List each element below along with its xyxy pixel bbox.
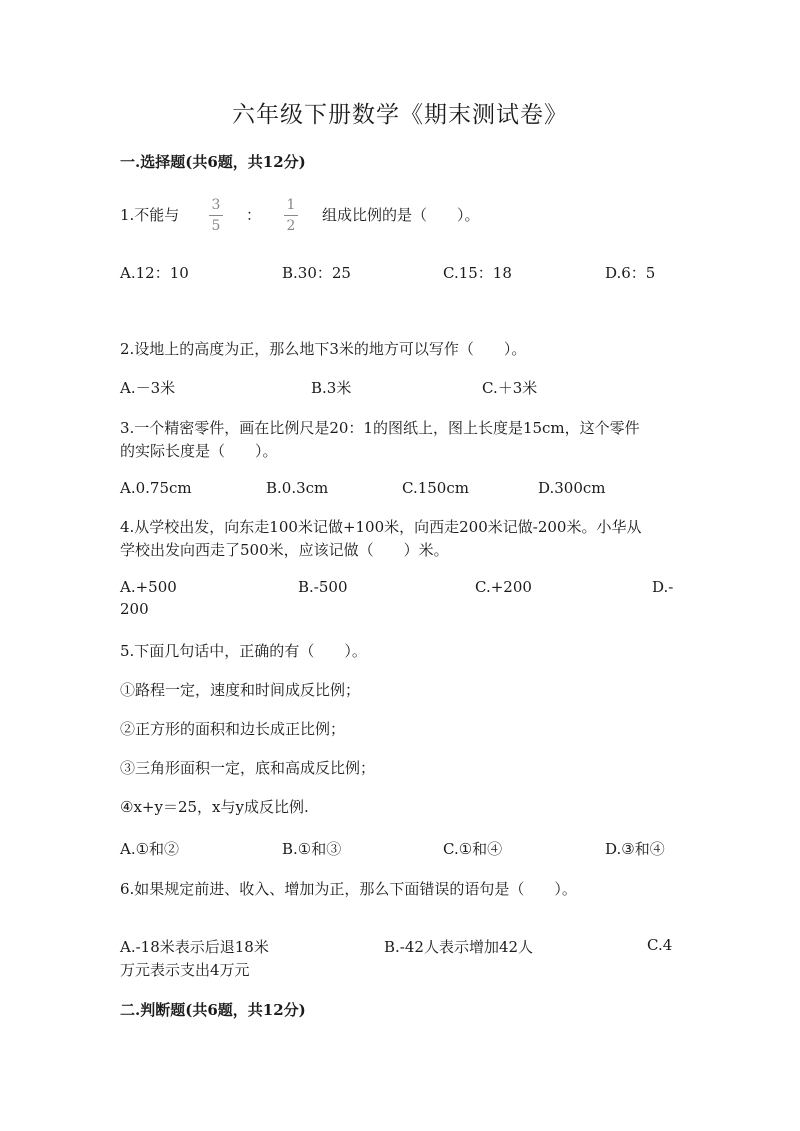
section-heading-choice: 一.选择题(共6题，共12分) — [120, 153, 306, 171]
q2-option-a: A.－3米 — [120, 379, 176, 397]
q3-option-b: B.0.3cm — [266, 479, 329, 497]
q4-option-a: A.+500 — [120, 578, 177, 596]
question-3-line-1: 3.一个精密零件，画在比例尺是20：1的图纸上，图上长度是15cm，这个零件 — [120, 419, 640, 437]
q4-option-d-wrap: 200 — [120, 600, 149, 618]
q3-option-c: C.150cm — [402, 479, 469, 497]
fraction-one-half — [281, 196, 301, 235]
section-heading-judgment: 二.判断题(共6题，共12分) — [120, 1001, 306, 1019]
q4-option-b: B.-500 — [298, 578, 348, 596]
statement-3: ③三角形面积一定，底和高成反比例； — [120, 759, 376, 777]
fraction-bar — [284, 215, 298, 216]
fraction-bar — [209, 215, 223, 216]
question-4-line-1: 4.从学校出发，向东走100米记做+100米，向西走200米记做-200米。小华从 — [120, 518, 642, 536]
q2-option-b: B.3米 — [311, 379, 352, 397]
page-title: 六年级下册数学《期末测试卷》 — [232, 102, 568, 128]
question-3-line-2: 的实际长度是（ ）。 — [120, 442, 278, 460]
q5-option-c: C.①和④ — [443, 840, 503, 858]
question-6-text: 6.如果规定前进、收入、增加为正，那么下面错误的语句是（ ）。 — [120, 880, 577, 898]
question-4-line-2: 学校出发向西走了500米，应该记做（ ）米。 — [120, 541, 449, 559]
fraction-denominator: 2 — [286, 218, 296, 234]
q4-option-d: D.- — [652, 578, 674, 596]
statement-4: ④x+y＝25，x与y成反比例. — [120, 798, 309, 816]
statement-1: ①路程一定，速度和时间成反比例； — [120, 681, 361, 699]
q5-option-d: D.③和④ — [605, 840, 665, 858]
question-1-suffix: 组成比例的是（ ）。 — [322, 206, 480, 224]
q3-option-a: A.0.75cm — [120, 479, 192, 497]
q6-option-b: B.-42人表示增加42人 — [384, 938, 534, 956]
ratio-colon: ： — [246, 206, 262, 224]
fraction-three-fifths — [206, 196, 226, 235]
fraction-numerator: 3 — [211, 197, 221, 213]
q6-option-a: A.-18米表示后退18米 — [120, 938, 269, 956]
question-5-text: 5.下面几句话中，正确的有（ ）。 — [120, 642, 367, 660]
q5-option-b: B.①和③ — [282, 840, 342, 858]
q1-option-c: C.15：18 — [443, 264, 512, 282]
q6-option-c: C.4 — [647, 936, 673, 954]
q1-option-b: B.30：25 — [282, 264, 351, 282]
question-1-prefix: 1.不能与 — [120, 206, 180, 224]
statement-2: ②正方形的面积和边长成正比例； — [120, 720, 346, 738]
q3-option-d: D.300cm — [538, 479, 606, 497]
question-2-text: 2.设地上的高度为正，那么地下3米的地方可以写作（ ）。 — [120, 340, 527, 358]
q1-option-a: A.12：10 — [120, 264, 189, 282]
q4-option-c: C.+200 — [475, 578, 532, 596]
fraction-numerator: 1 — [286, 197, 296, 213]
q5-option-a: A.①和② — [120, 840, 180, 858]
q1-option-d: D.6：5 — [605, 264, 656, 282]
q2-option-c: C.＋3米 — [482, 379, 538, 397]
q6-option-c-wrap: 万元表示支出4万元 — [120, 961, 250, 979]
fraction-denominator: 5 — [211, 218, 221, 234]
